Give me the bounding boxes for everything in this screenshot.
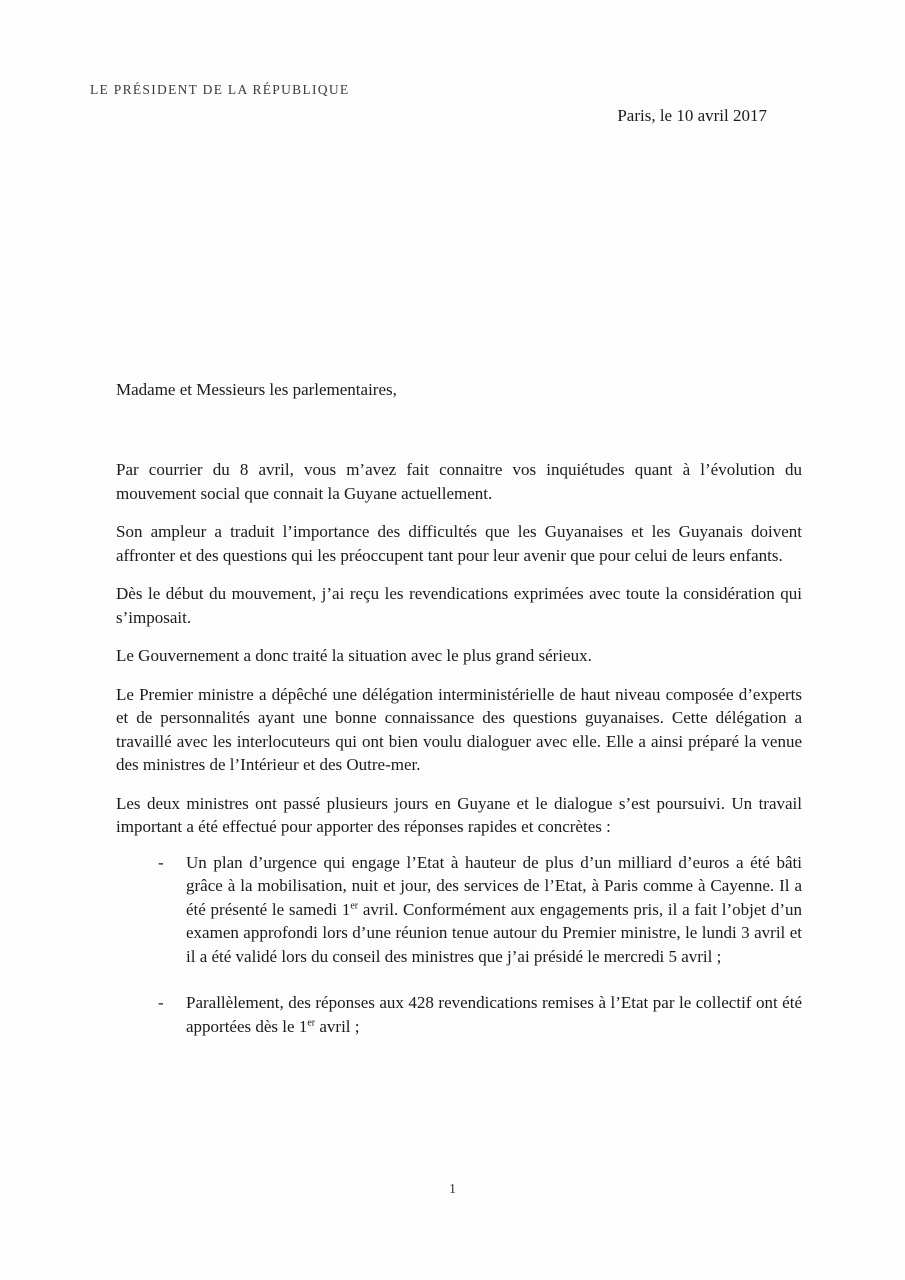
ordinal-suffix: er (350, 899, 359, 911)
paragraph: Dès le début du mouvement, j’ai reçu les revendications exprimées avec toute la considération qui s’imposait. (116, 584, 802, 627)
salutation: Madame et Messieurs les parlementaires, (116, 380, 397, 399)
date-line: Paris, le 10 avril 2017 (617, 106, 767, 125)
bullet-list (116, 851, 802, 1039)
paragraph: Le Premier ministre a dépêché une délégation interministérielle de haut niveau composée d’experts et de personnalités ayant une bonne connaissance des questions guyanaises. Cette délégation a travaillé avec les interlocuteurs qui ont bien voulu dialoguer avec elle. Elle a ainsi préparé la venue des ministres de l’Intérieur et des Outre-mer. (116, 684, 802, 774)
bullet-text: Un plan d’urgence qui engage l’Etat à hauteur de plus d’un milliard d’euros a été bâti grâce à la mobilisation, nuit et jour, des services de l’Etat, à Paris comme à Cayenne. Il a été présenté le samedi 1 (186, 852, 802, 919)
letter-body (116, 458, 802, 1061)
letterhead: LE PRÉSIDENT DE LA RÉPUBLIQUE (90, 82, 350, 97)
bullet-dash: - (158, 852, 164, 872)
bullet-text: avril ; (315, 1016, 360, 1036)
bullet-text: avril. Conformément aux engagements pris, il a fait l’objet d’un examen approfondi lors d’une réunion tenue autour du Premier ministre, le lundi 3 avril et il a été validé lors du conseil des ministres que j’ai présidé le mercredi 5 avril ; (186, 899, 803, 966)
paragraph: Le Gouvernement a donc traité la situation avec le plus grand sérieux. (116, 646, 592, 665)
list-item (158, 991, 802, 1038)
paragraph: Par courrier du 8 avril, vous m’avez fait connaitre vos inquiétudes quant à l’évolution du mouvement social que connait la Guyane actuellement. (116, 460, 802, 503)
ordinal-suffix: er (307, 1016, 316, 1028)
list-item (158, 851, 803, 969)
bullet-dash: - (158, 993, 164, 1012)
page-number: 1 (449, 1182, 456, 1197)
paragraph: Son ampleur a traduit l’importance des difficultés que les Guyanaises et les Guyanais doivent affronter et des questions qui les préoccupent tant pour leur avenir que pour celui de leurs enfants. (116, 522, 802, 565)
paragraph: Les deux ministres ont passé plusieurs jours en Guyane et le dialogue s’est poursuivi. Un travail important a été effectué pour apporter des réponses rapides et concrètes : (116, 793, 802, 836)
bullet-text: Parallèlement, des réponses aux 428 revendications remises à l’Etat par le collectif ont été apportées dès le 1 (186, 993, 802, 1036)
